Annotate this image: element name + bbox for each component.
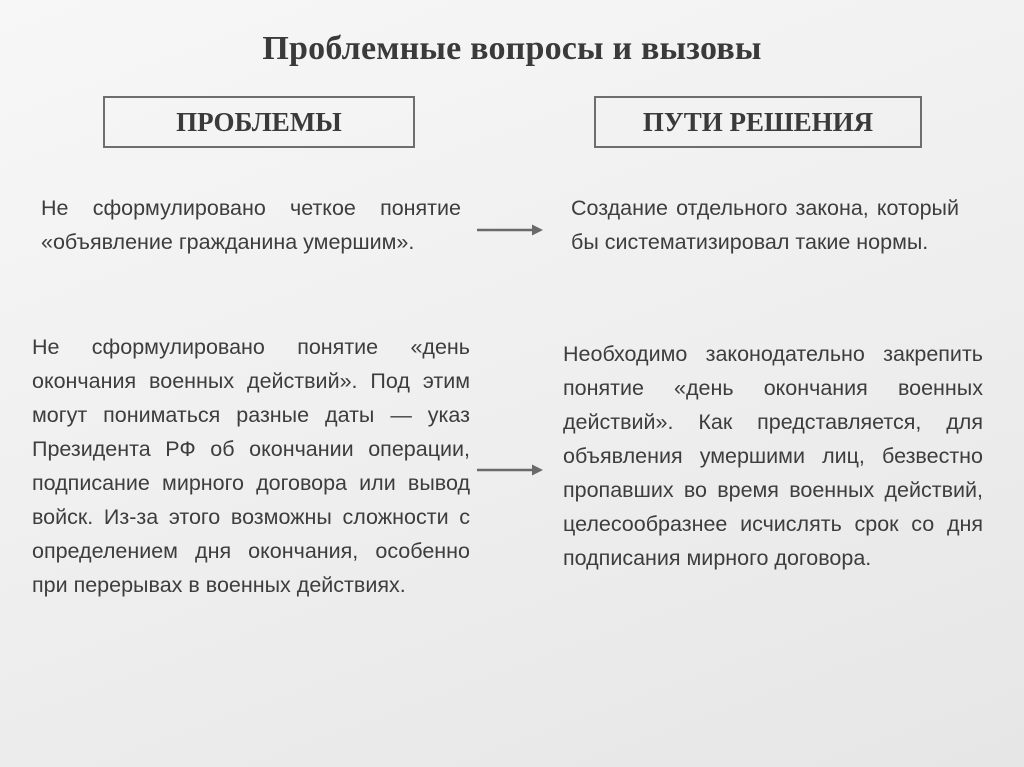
problem-text-1: Не сформулировано четкое понятие «объявление гражданина умершим».	[41, 196, 461, 254]
solutions-header: ПУТИ РЕШЕНИЯ	[594, 96, 922, 148]
problem-text-2: Не сформулировано понятие «день окончания военных действий». Под этим могут пониматься разные даты — указ Президента РФ об окончании операции, подписание мирного договора или вывод войск. Из-за этого возможны сложности с определением дня окончания, особенно при перерывах в военных действиях.	[32, 335, 470, 597]
slide-title: Проблемные вопросы и вызовы	[262, 30, 762, 67]
arrow-right-icon	[477, 223, 543, 237]
solution-text-2: Необходимо законодательно закрепить понятие «день окончания военных действий». Как представляется, для объявления умершими лиц, безвестно пропавших во время военных действий, целесообразнее исчислять срок со дня подписания мирного договора.	[563, 342, 983, 570]
arrow-right-icon	[477, 463, 543, 477]
problems-header: ПРОБЛЕМЫ	[103, 96, 415, 148]
solution-text-1: Создание отдельного закона, который бы систематизировал такие нормы.	[571, 196, 959, 254]
